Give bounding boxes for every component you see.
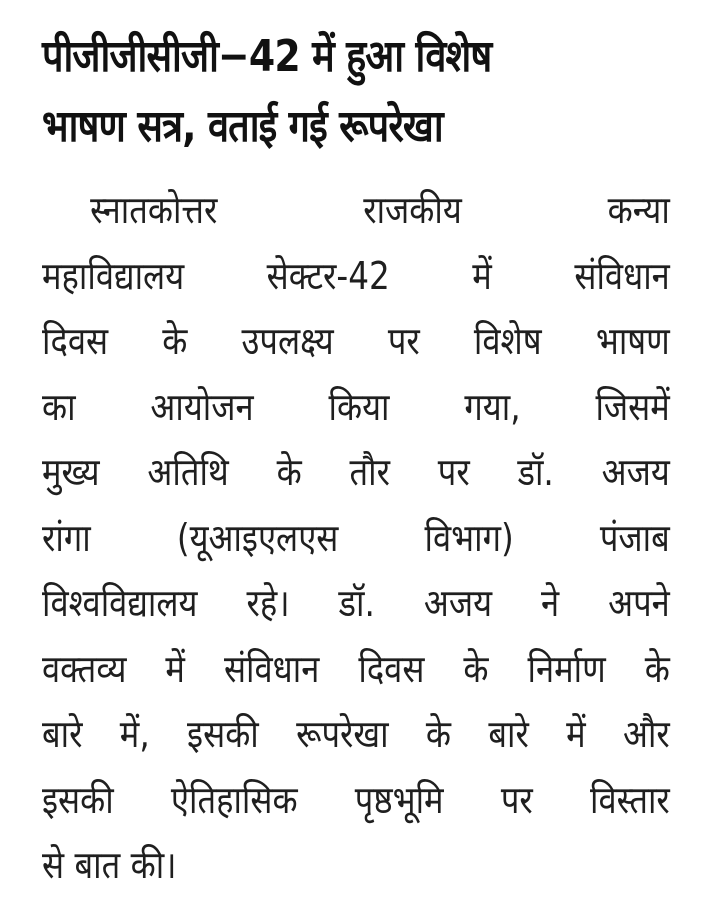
article-line-1: स्नातकोत्तर राजकीय कन्या <box>90 188 670 232</box>
article-line-10: इसकी ऐतिहासिक पृष्ठभूमि पर विस्तार <box>42 777 670 822</box>
article-line-9: बारे में, इसकी रूपरेखा के बारे में और <box>42 712 670 756</box>
article-line-2: महाविद्यालय सेक्टर-42 में संविधान <box>42 253 670 298</box>
article-line-11: से बात की। <box>42 843 177 887</box>
article-line-8: वक्तव्य में संविधान दिवस के निर्माण के <box>42 646 670 691</box>
article-line-6: रांगा (यूआइएलएस विभाग) पंजाब <box>42 515 670 560</box>
article-body <box>42 178 670 899</box>
article-line-5: मुख्य अतिथि के तौर पर डॉ. अजय <box>42 450 670 494</box>
article-line-4: का आयोजन किया गया, जिसमें <box>42 384 670 429</box>
article-line-3: दिवस के उपलक्ष्य पर विशेष भाषण <box>42 319 670 363</box>
article-line-7: विश्वविद्यालय रहे। डॉ. अजय ने अपने <box>42 581 670 625</box>
headline-line-1: पीजीजीसीजी−42 में हुआ विशेष <box>42 31 492 82</box>
headline <box>42 22 678 162</box>
headline-line-2: भाषण सत्र, वताई गई रूपरेखा <box>42 101 443 152</box>
